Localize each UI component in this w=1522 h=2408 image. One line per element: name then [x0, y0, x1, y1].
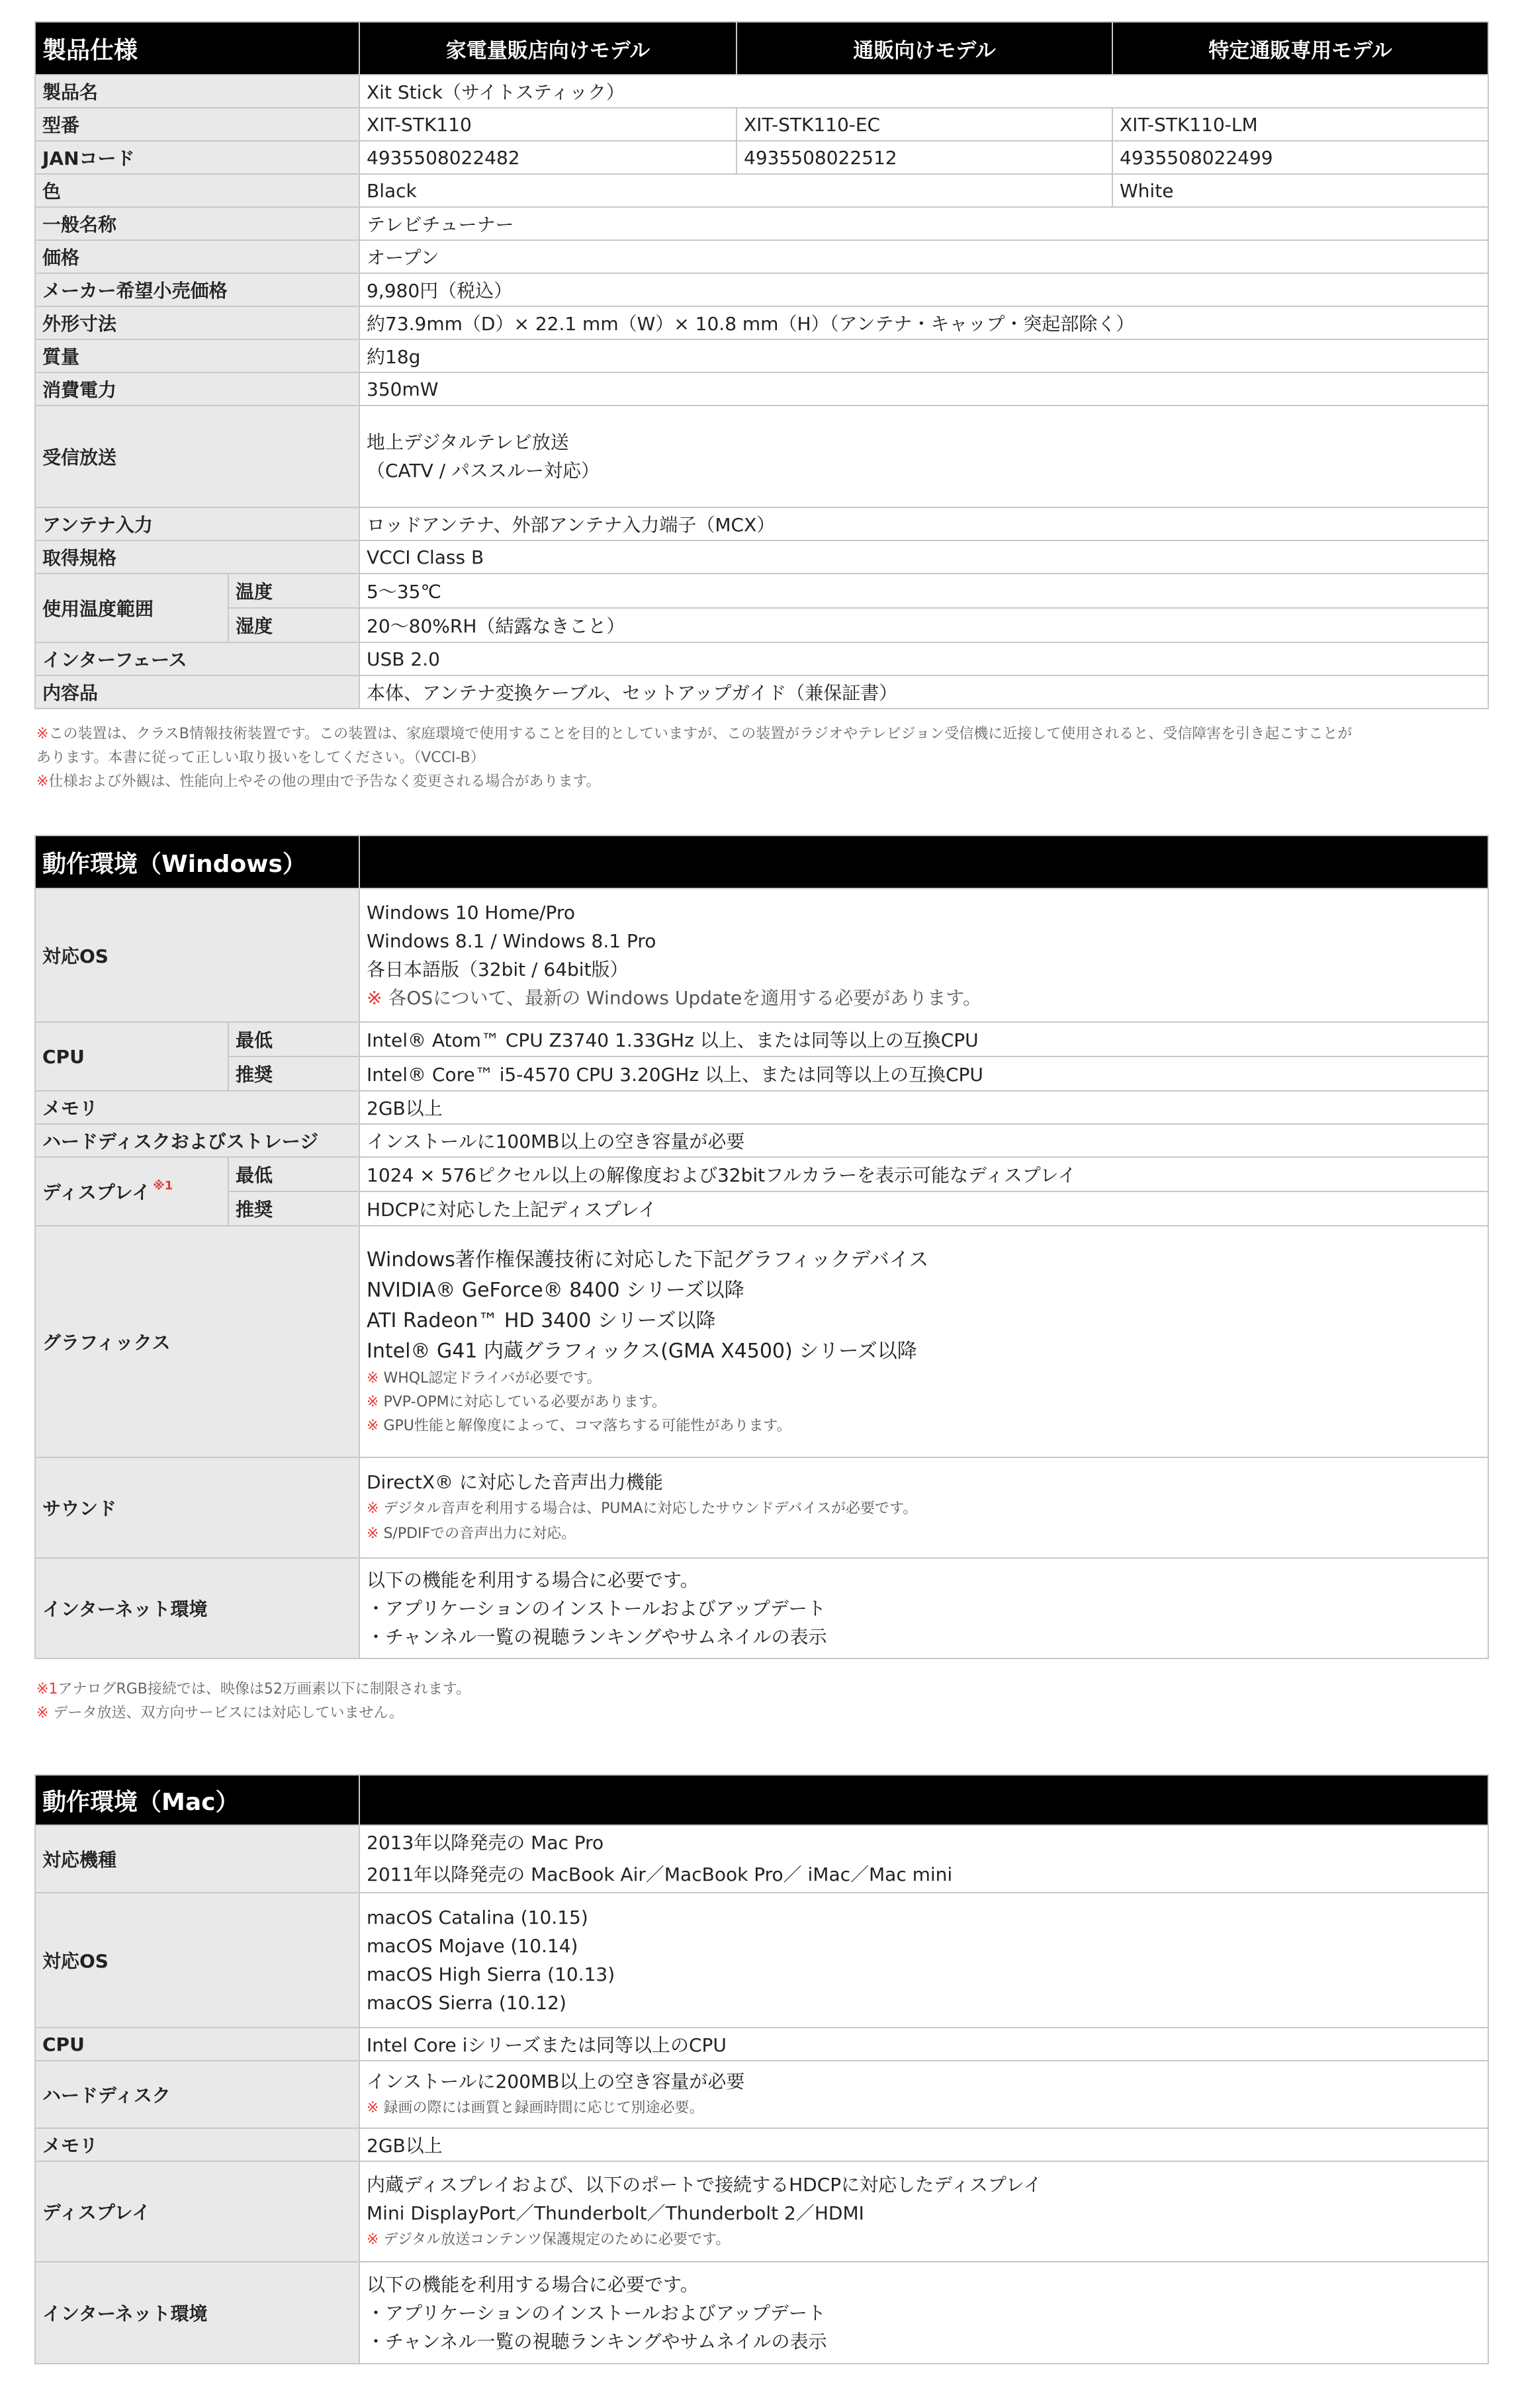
row-value: Windows 10 Home/Pro Windows 8.1 / Windows 8.1 Pro 各日本語版（32bit / 64bit版） ※ 各OSについて、最新の Windows Updateを適用する必要があります。 — [359, 888, 1488, 1022]
mac-table — [34, 1774, 1489, 2364]
cpu-rec-label: 推奨 — [236, 1064, 273, 1086]
row-label: 取得規格 — [35, 540, 359, 574]
row-label: 色 — [35, 174, 359, 207]
row-value: ロッドアンテナ、外部アンテナ入力端子（MCX） — [359, 507, 1488, 540]
windows-footnotes — [36, 1678, 1486, 1725]
cpu-min-label: 最低 — [229, 1023, 359, 1057]
row-label: 製品名 — [35, 75, 359, 108]
env-hum-label: 湿度 — [236, 615, 273, 637]
row-label: 外形寸法 — [35, 306, 359, 339]
display-label: ディスプレイ ※1 — [36, 1158, 229, 1225]
row-value: 4935508022499 — [1112, 141, 1488, 174]
win-row-os — [35, 888, 1488, 1022]
row-value: Intel Core iシリーズまたは同等以上のCPU — [359, 2028, 1488, 2061]
row-label: ハードディスクおよびストレージ — [35, 1124, 359, 1157]
row-value: White — [1112, 174, 1488, 207]
mac-header-blank — [359, 1775, 1488, 1825]
spec-row-cert — [35, 540, 1488, 574]
note-mark: ※ — [36, 726, 49, 742]
spec-row-interface — [35, 642, 1488, 675]
row-value: 以下の機能を利用する場合に必要です。 ・アプリケーションのインストールおよびアップデート ・チャンネル一覧の視聴ランキングやサムネイルの表示 — [359, 2262, 1488, 2364]
note-mark: ※ — [367, 987, 382, 1009]
row-value: Intel® Atom™ CPU Z3740 1.33GHz 以上、または同等以上の互換CPU — [359, 1022, 1488, 1056]
row-value: 約73.9mm（D）× 22.1 mm（W）× 10.8 mm（H）（アンテナ・キャップ・突起部除く） — [359, 306, 1488, 339]
note-mark: ※ — [36, 773, 49, 790]
row-value — [359, 406, 1488, 507]
row-value: 5〜35℃ — [359, 574, 1488, 608]
row-value: XIT-STK110-LM — [1112, 108, 1488, 141]
win-row-memory — [35, 1091, 1488, 1124]
row-label: 型番 — [35, 108, 359, 141]
spec-row-generic — [35, 207, 1488, 240]
windows-header-title: 動作環境（Windows） — [35, 836, 359, 888]
row-value: macOS Catalina (10.15) macOS Mojave (10.14) macOS High Sierra (10.13) macOS Sierra (10.12) — [359, 1893, 1488, 2028]
row-value: 2013年以降発売の Mac Pro 2011年以降発売の MacBook Air／MacBook Pro／ iMac／Mac mini — [359, 1825, 1488, 1893]
spec-row-msrp — [35, 273, 1488, 306]
row-value: DirectX® に対応した音声出力機能 ※ デジタル音声を利用する場合は、PUMAに対応したサウンドデバイスが必要です。 ※ S/PDIFでの音声出力に対応。 — [359, 1457, 1488, 1558]
display-footnote-mark: ※1 — [153, 1179, 173, 1193]
row-label: JANコード — [35, 141, 359, 174]
row-label: CPU — [35, 2028, 359, 2061]
row-value: HDCPに対応した上記ディスプレイ — [359, 1191, 1488, 1226]
spec-row-color — [35, 174, 1488, 207]
spec-row-price — [35, 240, 1488, 273]
spec-row-jan — [35, 141, 1488, 174]
row-value: Black — [359, 174, 1112, 207]
display-min-label: 最低 — [229, 1158, 359, 1192]
mac-row-models — [35, 1825, 1488, 1893]
row-value: XIT-STK110 — [359, 108, 737, 141]
row-value: 本体、アンテナ変換ケーブル、セットアップガイド（兼保証書） — [359, 675, 1488, 709]
win-row-cpu-min — [35, 1022, 1488, 1056]
row-value: 内蔵ディスプレイおよび、以下のポートで接続するHDCPに対応したディスプレイ Mini DisplayPort／Thunderbolt／Thunderbolt 2／HDMI ※ デジタル放送コンテンツ保護規定のために必要です。 — [359, 2161, 1488, 2262]
spec-row-power — [35, 372, 1488, 406]
row-value: Intel® Core™ i5-4570 CPU 3.20GHz 以上、または同等以上の互換CPU — [359, 1056, 1488, 1091]
win-row-graphics — [35, 1226, 1488, 1457]
display-rec-label: 推奨 — [236, 1199, 273, 1221]
row-label — [35, 1157, 359, 1226]
win-row-internet — [35, 1558, 1488, 1658]
spec-row-contents — [35, 675, 1488, 709]
row-value: インストールに200MB以上の空き容量が必要 ※ 録画の際には画質と録画時間に応じて別途必要。 — [359, 2061, 1488, 2128]
note-line: あります。本書に従って正しい取り扱いをしてください。（VCCI-B） — [36, 750, 485, 766]
spec-row-size — [35, 306, 1488, 339]
note-line: ※仕様および外観は、性能向上やその他の理由で予告なく変更される場合があります。 — [36, 773, 601, 790]
footnote-line: ※1アナログRGB接続では、映像は52万画素以下に制限されます。 — [36, 1681, 471, 1698]
row-label — [35, 574, 359, 642]
spec-row-name — [35, 75, 1488, 108]
win-row-storage — [35, 1124, 1488, 1157]
row-value: インストールに100MB以上の空き容量が必要 — [359, 1124, 1488, 1157]
row-value: 2GB以上 — [359, 2128, 1488, 2161]
row-label: メモリ — [35, 2128, 359, 2161]
spec-header-title: 製品仕様 — [35, 22, 359, 75]
win-row-sound — [35, 1457, 1488, 1558]
mac-row-hdd — [35, 2061, 1488, 2128]
value-line: 地上デジタルテレビ放送 — [367, 431, 569, 453]
row-value: USB 2.0 — [359, 642, 1488, 675]
row-value: テレビチューナー — [359, 207, 1488, 240]
spec-row-model — [35, 108, 1488, 141]
row-label: メモリ — [35, 1091, 359, 1124]
row-value: 350mW — [359, 372, 1488, 406]
row-label: グラフィックス — [35, 1226, 359, 1457]
win-row-display-min — [35, 1157, 1488, 1191]
row-value: 4935508022512 — [737, 141, 1112, 174]
row-value: VCCI Class B — [359, 540, 1488, 574]
row-label: アンテナ入力 — [35, 507, 359, 540]
spec-header-col-3: 特定通販専用モデル — [1112, 22, 1488, 75]
spec-header-col-2: 通販向けモデル — [737, 22, 1112, 75]
row-value: 4935508022482 — [359, 141, 737, 174]
mac-row-display — [35, 2161, 1488, 2262]
windows-table — [34, 835, 1489, 1659]
spec-row-env-temp — [35, 574, 1488, 608]
mac-row-internet — [35, 2262, 1488, 2364]
row-label — [35, 1022, 359, 1091]
windows-header-blank — [359, 836, 1488, 888]
spec-row-broadcast — [35, 406, 1488, 507]
footnote-line: ※ データ放送、双方向サービスには対応していません。 — [36, 1705, 404, 1721]
row-label: インターフェース — [35, 642, 359, 675]
row-value: 約18g — [359, 339, 1488, 372]
row-value: 1024 × 576ピクセル以上の解像度および32bitフルカラーを表示可能なディスプレイ — [359, 1157, 1488, 1191]
value-line: （CATV / パススルー対応） — [367, 460, 600, 482]
row-label: 対応OS — [35, 888, 359, 1022]
row-label: サウンド — [35, 1457, 359, 1558]
mac-row-os — [35, 1893, 1488, 2028]
row-value: Xit Stick（サイトスティック） — [359, 75, 1488, 108]
row-value: XIT-STK110-EC — [737, 108, 1112, 141]
row-value: 20〜80%RH（結露なきこと） — [359, 608, 1488, 642]
cpu-label: CPU — [36, 1023, 229, 1090]
mac-header-title: 動作環境（Mac） — [35, 1775, 359, 1825]
row-label: インターネット環境 — [35, 2262, 359, 2364]
spec-notes — [36, 722, 1486, 794]
spec-row-antenna — [35, 507, 1488, 540]
row-label: 受信放送 — [35, 406, 359, 507]
row-value: 9,980円（税込） — [359, 273, 1488, 306]
row-value: 2GB以上 — [359, 1091, 1488, 1124]
env-temp-label: 温度 — [229, 574, 359, 609]
spec-row-weight — [35, 339, 1488, 372]
mac-row-memory — [35, 2128, 1488, 2161]
row-label: ハードディスク — [35, 2061, 359, 2128]
env-label: 使用温度範囲 — [36, 574, 229, 642]
row-label: 一般名称 — [35, 207, 359, 240]
row-value: オープン — [359, 240, 1488, 273]
spec-table — [34, 21, 1489, 709]
row-value: 以下の機能を利用する場合に必要です。 ・アプリケーションのインストールおよびアップデート ・チャンネル一覧の視聴ランキングやサムネイルの表示 — [359, 1558, 1488, 1658]
row-label: 質量 — [35, 339, 359, 372]
row-label: 対応機種 — [35, 1825, 359, 1893]
row-label: 対応OS — [35, 1893, 359, 2028]
row-label: ディスプレイ — [35, 2161, 359, 2262]
note-line: ※この装置は、クラスB情報技術装置です。この装置は、家庭環境で使用することを目的としていますが、この装置がラジオやテレビジョン受信機に近接して使用されると、受信障害を引き起こすことが — [36, 726, 1353, 742]
row-label: インターネット環境 — [35, 1558, 359, 1658]
row-label: 価格 — [35, 240, 359, 273]
row-value: Windows著作権保護技術に対応した下記グラフィックデバイス NVIDIA® GeForce® 8400 シリーズ以降 ATI Radeon™ HD 3400 シリーズ以降 Intel® G41 内蔵グラフィックス(GMA X4500) シリーズ以降 ※ WHQL認定ドライバが必要です。 ※ PVP-OPMに対応している必要があります。 ※ GPU性能と解像度によって、コマ落ちする可能性があります。 — [359, 1226, 1488, 1457]
row-label: 消費電力 — [35, 372, 359, 406]
row-label: メーカー希望小売価格 — [35, 273, 359, 306]
row-label: 内容品 — [35, 675, 359, 709]
spec-header-col-1: 家電量販店向けモデル — [359, 22, 737, 75]
mac-row-cpu — [35, 2028, 1488, 2061]
